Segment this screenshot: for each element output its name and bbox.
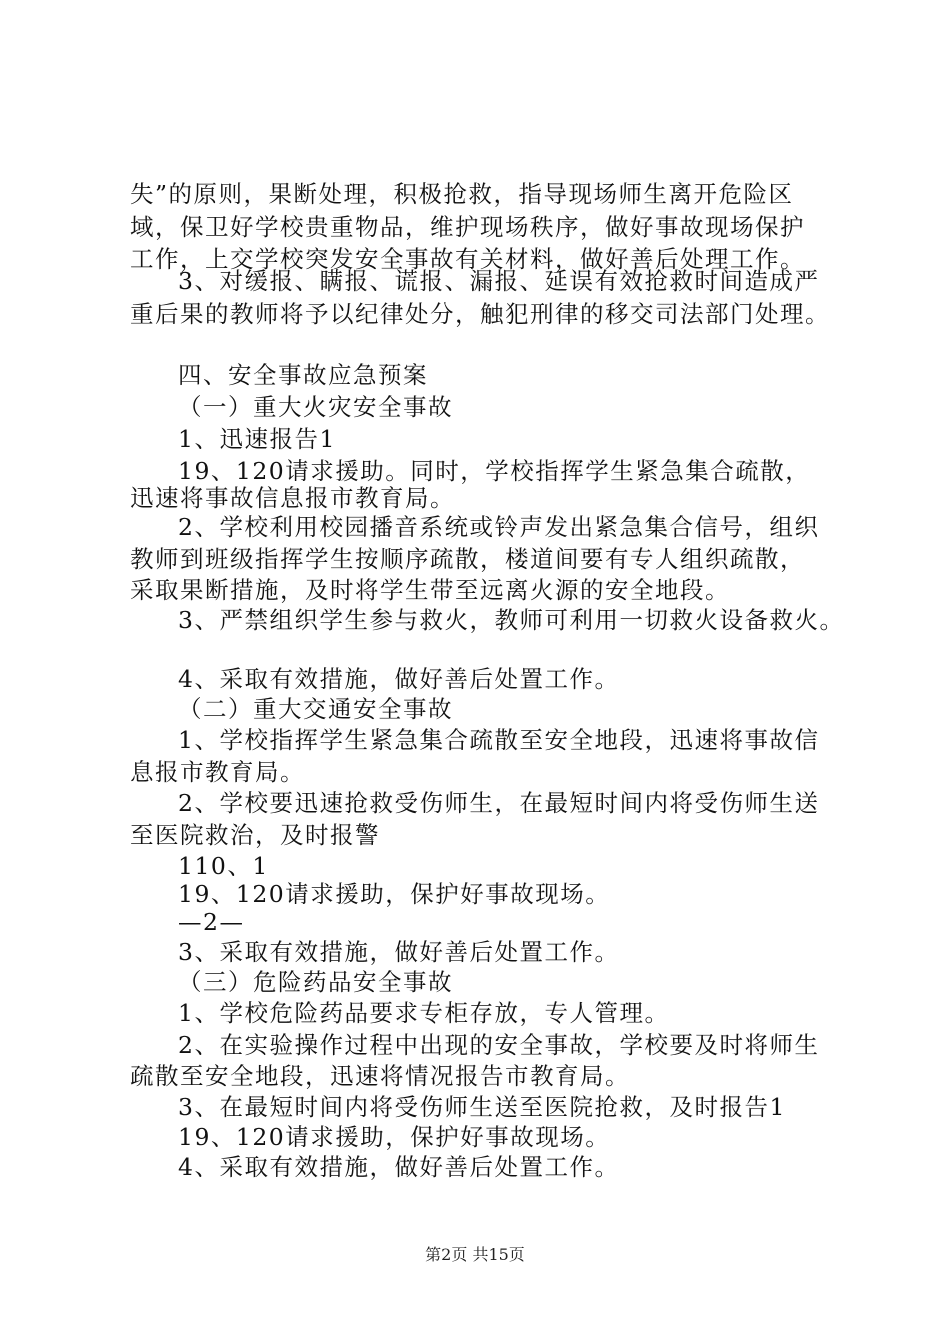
text-line: 迅速将事故信息报市教育局。 [130, 484, 455, 512]
text-line: 1、学校指挥学生紧急集合疏散至安全地段，迅速将事故信 [178, 726, 820, 754]
text-line: 4、采取有效措施，做好善后处置工作。 [178, 1153, 620, 1181]
text-line: 至医院救治，及时报警 [130, 821, 380, 849]
text-line: 19、120请求援助。同时，学校指挥学生紧急集合疏散， [178, 457, 811, 485]
text-line: 3、采取有效措施，做好善后处置工作。 [178, 938, 620, 966]
text-line: 息报市教育局。 [130, 758, 305, 786]
text-line: 1、迅速报告1 [178, 425, 336, 453]
text-line: 4、采取有效措施，做好善后处置工作。 [178, 665, 620, 693]
subsection-heading: （一）重大火灾安全事故 [178, 393, 453, 421]
text-line: 3、严禁组织学生参与救火，教师可利用一切救火设备救火。 [178, 606, 845, 634]
text-line: 1、学校危险药品要求专柜存放，专人管理。 [178, 999, 670, 1027]
section-heading: 四、安全事故应急预案 [178, 361, 428, 389]
text-line: 教师到班级指挥学生按顺序疏散，楼道间要有专人组织疏散， [130, 545, 805, 573]
text-line: 工作，上交学校突发安全事故有关材料，做好善后处理工作。 [130, 245, 805, 273]
text-line: 域，保卫好学校贵重物品，维护现场秩序，做好事故现场保护 [130, 213, 805, 241]
text-line: 采取果断措施，及时将学生带至远离火源的安全地段。 [130, 576, 730, 604]
subsection-heading: （二）重大交通安全事故 [178, 695, 453, 723]
subsection-heading: （三）危险药品安全事故 [178, 968, 453, 996]
text-line: 2、在实验操作过程中出现的安全事故，学校要及时将师生 [178, 1031, 820, 1059]
text-line: 2、学校利用校园播音系统或铃声发出紧急集合信号，组织 [178, 513, 820, 541]
page-marker: —2— [178, 908, 245, 936]
text-line: 19、120请求援助，保护好事故现场。 [178, 1123, 611, 1151]
text-line: 失”的原则，果断处理，积极抢救，指导现场师生离开危险区 [130, 180, 794, 208]
text-line: 2、学校要迅速抢救受伤师生，在最短时间内将受伤师生送 [178, 789, 820, 817]
text-line: 3、在最短时间内将受伤师生送至医院抢救，及时报告1 [178, 1093, 786, 1121]
text-line: 重后果的教师将予以纪律处分，触犯刑律的移交司法部门处理。 [130, 300, 830, 328]
text-line: 19、120请求援助，保护好事故现场。 [178, 880, 611, 908]
page-number-footer: 第2页 共15页 [425, 1245, 525, 1264]
text-line: 3、对缓报、瞒报、谎报、漏报、延误有效抢救时间造成严 [178, 267, 820, 295]
text-line: 110、1 [178, 852, 269, 880]
text-line: 疏散至安全地段，迅速将情况报告市教育局。 [130, 1062, 630, 1090]
